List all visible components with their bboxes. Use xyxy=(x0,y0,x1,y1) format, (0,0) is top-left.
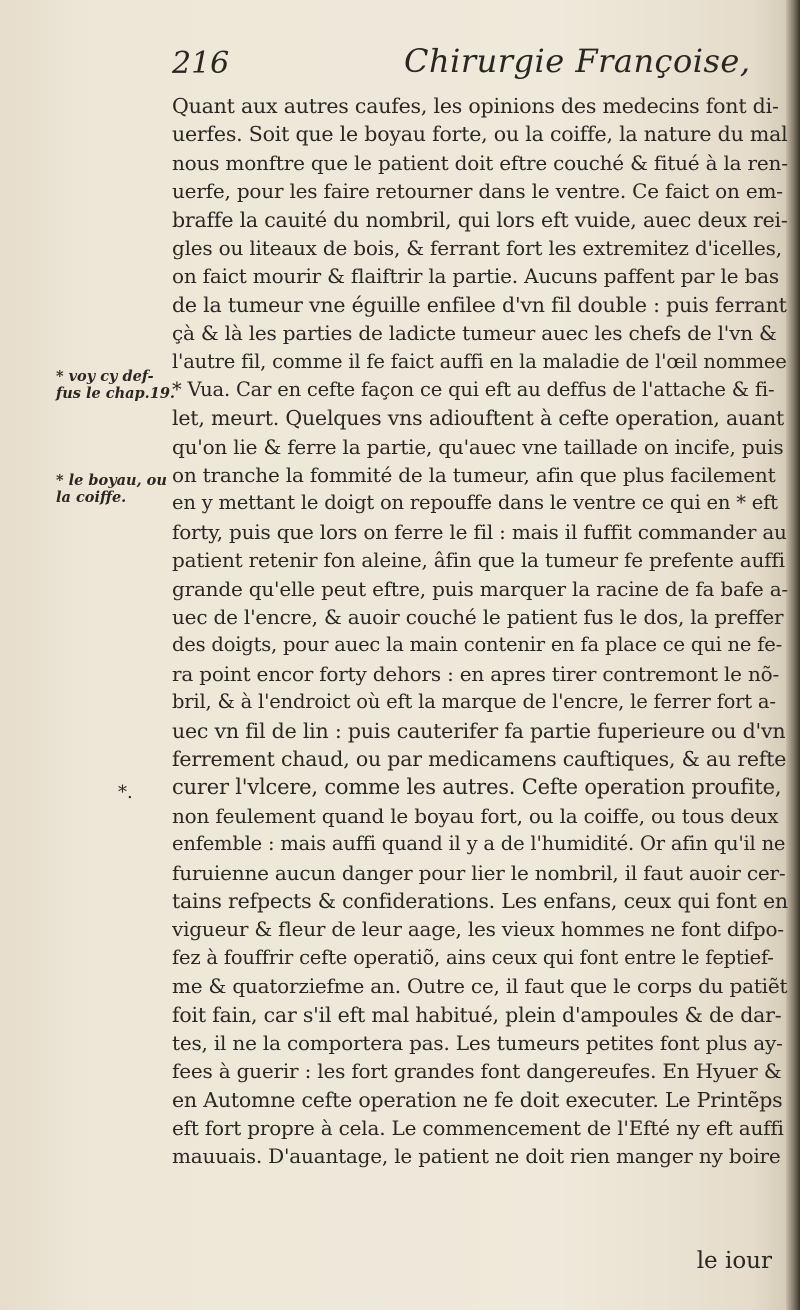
text-line: on faict mourir & flaiftrir la partie. Aucuns paffent par le bas xyxy=(172,264,779,289)
page-header xyxy=(172,40,782,86)
text-line: l'autre fil, comme il fe faict auffi en la maladie de l'œil nommee xyxy=(172,349,787,373)
text-line: bril, & à l'endroict où eft la marque de l'encre, le ferrer fort a- xyxy=(172,690,776,714)
text-line: enfemble : mais auffi quand il y a de l'humidité. Or afin qu'il ne xyxy=(172,832,786,856)
text-line: nous monftre que le patient doit eftre couché & fitué à la ren- xyxy=(172,150,788,175)
text-line: me & quatorziefme an. Outre ce, il faut que le corps du patiẽt xyxy=(172,974,788,999)
text-line: qu'on lie & ferre la partie, qu'auec vne taillade on incife, puis xyxy=(172,434,784,459)
text-line: uerfe, pour les faire retourner dans le ventre. Ce faict on em- xyxy=(172,179,783,204)
text-line: let, meurt. Quelques vns adiouftent à cefte operation, auant xyxy=(172,406,785,431)
text-line: on tranche la fommité de la tumeur, afin que plus facilement xyxy=(172,463,776,488)
text-line: fez à fouffrir cefte operatiõ, ains ceux qui font entre le feptief- xyxy=(172,945,774,969)
text-line: gles ou liteaux de bois, & ferrant fort les extremitez d'icelles, xyxy=(172,235,782,260)
page-number: 216 xyxy=(172,46,230,81)
text-line: çà & là les parties de ladicte tumeur auec les chefs de l'vn & xyxy=(172,321,777,346)
text-line: des doigts, pour auec la main contenir en fa place ce qui ne fe- xyxy=(172,633,782,657)
margin-note-line: * voy cy def- xyxy=(56,368,154,385)
body-text xyxy=(172,92,788,1171)
text-line: fees à guerir : les fort grandes font dangereufes. En Hyuer & xyxy=(172,1059,782,1084)
text-line: patient retenir fon aleine, âfin que la tumeur fe prefente auffi xyxy=(172,548,785,573)
text-line: grande qu'elle peut eftre, puis marquer la racine de fa bafe a- xyxy=(172,576,788,601)
text-line: forty, puis que lors on ferre le fil : mais il fuffit commander au xyxy=(172,519,787,544)
text-line: Quant aux autres caufes, les opinions des medecins font di- xyxy=(172,94,779,118)
margin-note xyxy=(56,472,167,506)
text-line: foit fain, car s'il eft mal habitué, plein d'ampoules & de dar- xyxy=(172,1002,782,1027)
text-line: braffe la cauité du nombril, qui lors eft vuide, auec deux rei- xyxy=(172,207,788,232)
text-line: de la tumeur vne éguille enfilee d'vn fil double : puis ferrant xyxy=(172,292,787,317)
text-line: eft fort propre à cela. Le commencement de l'Efté ny eft auffi xyxy=(172,1116,784,1141)
text-line: uerfes. Soit que le boyau forte, ou la coiffe, la nature du mal xyxy=(172,122,788,147)
text-line: curer l'vlcere, comme les autres. Cefte operation proufite, xyxy=(172,775,782,800)
text-line: tes, il ne la comportera pas. Les tumeurs petites font plus ay- xyxy=(172,1030,783,1055)
text-line: ferrement chaud, ou par medicamens cauftiques, & au refte xyxy=(172,746,787,771)
text-line: furuienne aucun danger pour lier le nombril, il faut auoir cer- xyxy=(172,860,786,885)
text-line: uec de l'encre, & auoir couché le patient fus le dos, la preffer xyxy=(172,605,784,630)
text-line: uec vn fil de lin : puis cauterifer fa partie fuperieure ou d'vn xyxy=(172,718,786,743)
text-line: en Automne cefte operation ne fe doit executer. Le Printẽps xyxy=(172,1087,783,1112)
text-line: vigueur & fleur de leur aage, les vieux hommes ne font difpo- xyxy=(172,917,784,942)
margin-note xyxy=(56,368,175,402)
text-line: mauuais. D'auantage, le patient ne doit rien manger ny boire xyxy=(172,1144,781,1169)
margin-note-line: la coiffe. xyxy=(56,489,127,506)
marginal-mark: *. xyxy=(118,782,133,803)
margin-note-line: fus le chap.19. xyxy=(56,385,175,402)
text-line: tains refpects & confiderations. Les enfans, ceux qui font en xyxy=(172,888,788,913)
text-line: non feulement quand le boyau fort, ou la coiffe, ou tous deux xyxy=(172,803,779,828)
text-line: en y mettant le doigt on repouffe dans le ventre ce qui en * eft xyxy=(172,491,778,515)
margin-note-line: * le boyau, ou xyxy=(56,472,167,489)
page-spine-shadow xyxy=(786,0,800,1310)
catchword: le iour xyxy=(696,1248,772,1274)
text-line: * Vua. Car en cefte façon ce qui eft au deffus de l'attache & fi- xyxy=(172,377,775,401)
running-title: Chirurgie Françoise, xyxy=(404,42,751,80)
text-line: ra point encor forty dehors : en apres tirer contremont le nõ- xyxy=(172,661,780,686)
